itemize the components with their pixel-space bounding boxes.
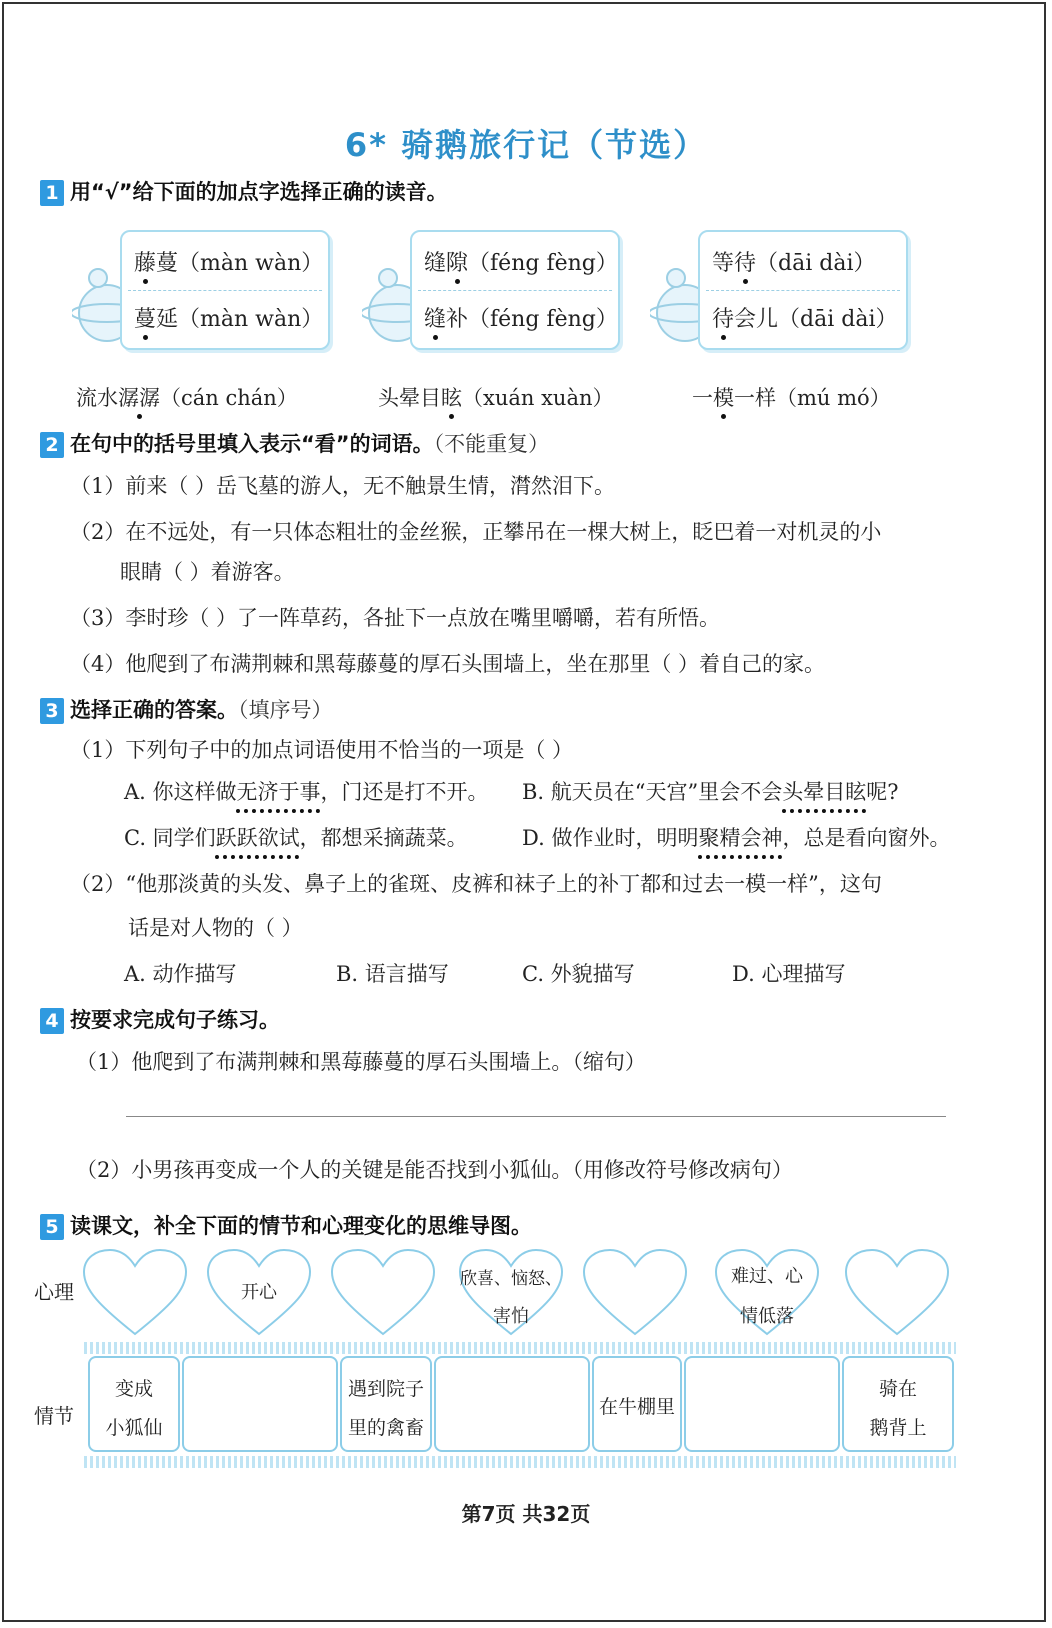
question-2-item: （3）李时珍（ ）了一阵草药，各扯下一点放在嘴里嚼嚼，若有所悟。 (70, 606, 721, 630)
heart-icon (80, 1248, 190, 1338)
plot-node-7[interactable]: 骑在 鹅背上 (842, 1356, 954, 1452)
question-3-sub1: （1）下列句子中的加点词语使用不恰当的一项是（ ） (70, 738, 574, 762)
page-title: 6* 骑鹅旅行记（节选） (344, 126, 708, 164)
choice-c: C. 外貌描写 (522, 962, 635, 986)
question-3-sub2-continued: 话是对人物的（ ） (128, 916, 303, 940)
pinyin-item: 一模一样（mú mó） (692, 382, 891, 412)
card-row: 藤蔓（màn wàn） (122, 246, 328, 277)
heart-node-5[interactable] (580, 1248, 690, 1338)
question-note: （不能重复） (433, 432, 550, 456)
decorative-strip (84, 1342, 956, 1354)
heart-node-7[interactable] (842, 1248, 952, 1338)
dotted-word: 跃跃欲试 (215, 826, 300, 850)
card-divider (706, 290, 900, 291)
question-3-text: 选择正确的答案。 (70, 698, 238, 722)
dotted-char: 眩 (441, 382, 462, 412)
question-note: （填序号） (238, 698, 333, 722)
question-2-item: （2）在不远处，有一只体态粗壮的金丝猴，正攀吊在一棵大树上，眨巴着一对机灵的小 (70, 520, 882, 544)
question-4-heading (40, 1004, 280, 1034)
card-row: 缝隙（féng fèng） (412, 246, 618, 277)
question-1-heading (40, 176, 448, 206)
question-2-item-continued: 眼睛（ ）着游客。 (120, 560, 295, 584)
plot-row-label: 情节 (34, 1404, 74, 1428)
card-row: 蔓延（màn wàn） (122, 302, 328, 333)
choice-d: D. 心理描写 (732, 962, 846, 986)
question-number-badge: 2 (40, 432, 64, 458)
plot-node-1[interactable]: 变成 小狐仙 (88, 1356, 180, 1452)
plot-node-3[interactable]: 遇到院子 里的禽畜 (340, 1356, 432, 1452)
dotted-char: 蔓 (134, 302, 156, 333)
plot-node-5[interactable]: 在牛棚里 (592, 1356, 682, 1452)
card-row: 待会儿（dāi dài） (700, 302, 906, 333)
heart-icon (328, 1248, 438, 1338)
dotted-char: 缝 (424, 302, 446, 333)
card-divider (128, 290, 322, 291)
question-1-text: 用“√”给下面的加点字选择正确的读音。 (70, 180, 448, 204)
heart-node-4[interactable]: 欣喜、恼怒、 害怕 (456, 1248, 566, 1338)
question-3-sub2: （2）“他那淡黄的头发、鼻子上的雀斑、皮裤和袜子上的补丁都和过去一模一样”，这句 (70, 872, 882, 896)
dotted-word: 聚精会神 (698, 826, 783, 850)
heart-node-6[interactable]: 难过、心 情低落 (712, 1248, 822, 1338)
option-c: C. 同学们跃跃欲试，都想采摘蔬菜。 (124, 822, 468, 852)
question-note: （用修改符号修改病句） (572, 1158, 793, 1182)
question-note: （缩句） (572, 1050, 646, 1074)
dotted-word: 无济于事 (236, 780, 321, 804)
heart-icon (580, 1248, 690, 1338)
question-4-text: 按要求完成句子练习。 (70, 1008, 280, 1032)
pinyin-card-2 (410, 230, 620, 350)
answer-line[interactable] (126, 1116, 946, 1117)
question-4-item-1: （1）他爬到了布满荆棘和黑莓藤蔓的厚石头围墙上。（缩句） (76, 1050, 646, 1074)
plot-node-2[interactable] (182, 1356, 338, 1452)
question-2-heading (40, 428, 549, 458)
pinyin-card-1 (120, 230, 330, 350)
dotted-char: 潺潺 (118, 382, 160, 412)
option-d: D. 做作业时，明明聚精会神，总是看向窗外。 (522, 822, 950, 852)
dotted-char: 藤 (134, 246, 156, 277)
option-a: A. 你这样做无济于事，门还是打不开。 (124, 776, 489, 806)
question-4-item-2: （2）小男孩再变成一个人的关键是能否找到小狐仙。（用修改符号修改病句） (76, 1158, 793, 1182)
question-2-item: （4）他爬到了布满荆棘和黑莓藤蔓的厚石头围墙上，坐在那里（ ）着自己的家。 (70, 652, 826, 676)
heart-icon (842, 1248, 952, 1338)
heart-node-2[interactable]: 开心 (204, 1248, 314, 1338)
heart-node-3[interactable] (328, 1248, 438, 1338)
pinyin-item: 流水潺潺（cán chán） (76, 382, 298, 412)
question-2-text: 在句中的括号里填入表示“看”的词语。 (70, 432, 434, 456)
question-5-heading (40, 1210, 532, 1240)
mind-row-label: 心理 (34, 1280, 74, 1304)
card-divider (418, 290, 612, 291)
question-number-badge: 4 (40, 1008, 64, 1034)
question-3-heading (40, 694, 333, 724)
question-number-badge: 3 (40, 698, 64, 724)
dotted-char: 模 (713, 382, 734, 412)
question-number-badge: 1 (40, 180, 64, 206)
pinyin-card-3 (698, 230, 908, 350)
dotted-char: 隙 (446, 246, 468, 277)
question-2-item: （1）前来（ ）岳飞墓的游人，无不触景生情，潸然泪下。 (70, 474, 616, 498)
pinyin-item: 头晕目眩（xuán xuàn） (378, 382, 614, 412)
dotted-char: 待 (734, 246, 756, 277)
choice-b: B. 语言描写 (336, 962, 449, 986)
plot-node-6[interactable] (684, 1356, 840, 1452)
question-5-text: 读课文，补全下面的情节和心理变化的思维导图。 (70, 1214, 532, 1238)
heart-node-1[interactable] (80, 1248, 190, 1338)
page-number: 第7页 共32页 (461, 1502, 591, 1526)
question-number-badge: 5 (40, 1214, 64, 1240)
decorative-strip (84, 1456, 956, 1468)
dotted-char: 待 (712, 302, 734, 333)
option-b: B. 航天员在“天宫”里会不会头晕目眩呢? (522, 776, 899, 806)
card-row: 缝补（féng fèng） (412, 302, 618, 333)
plot-node-4[interactable] (434, 1356, 590, 1452)
dotted-word: 头晕目眩 (782, 780, 867, 804)
card-row: 等待（dāi dài） (700, 246, 906, 277)
choice-a: A. 动作描写 (124, 962, 237, 986)
